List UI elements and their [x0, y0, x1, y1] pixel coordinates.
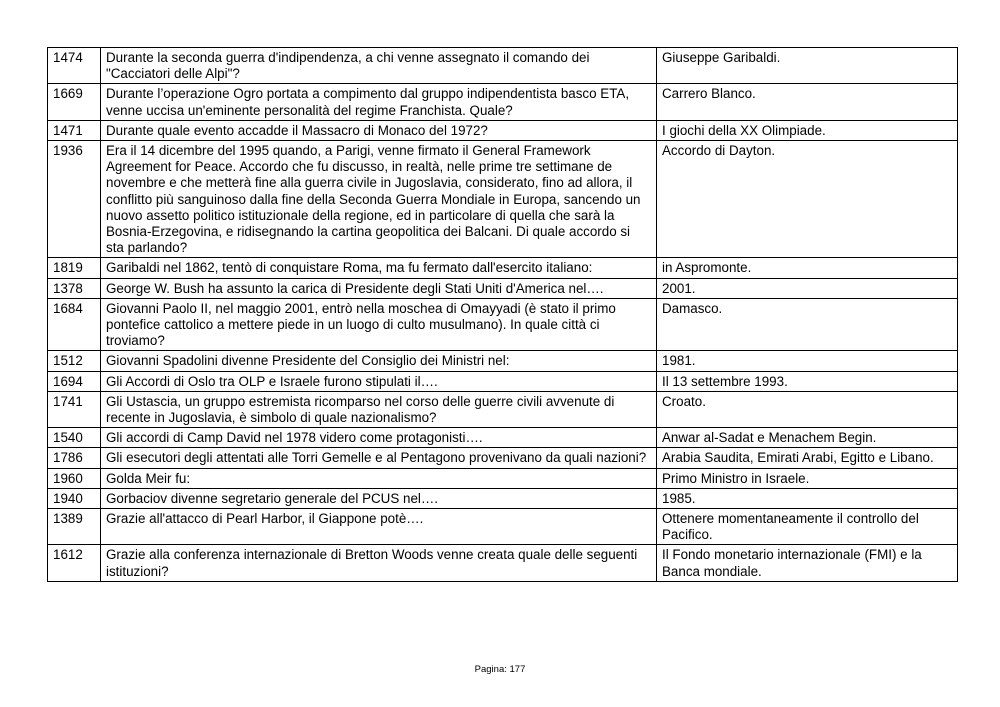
question-id: 1669: [48, 84, 101, 120]
question-text: Golda Meir fu:: [101, 468, 657, 488]
table-row: [48, 371, 958, 391]
question-id: 1960: [48, 468, 101, 488]
question-text: Gli Accordi di Oslo tra OLP e Israele furono stipulati il….: [101, 371, 657, 391]
answer-text: Damasco.: [657, 298, 958, 351]
table-row: [48, 509, 958, 545]
question-text: Gli Ustascia, un gruppo estremista ricomparso nel corso delle guerre civili avvenute di recente in Jugoslavia, è simbolo di quale nazionalismo?: [101, 391, 657, 427]
answer-text: I giochi della XX Olimpiade.: [657, 120, 958, 140]
question-id: 1694: [48, 371, 101, 391]
question-id: 1786: [48, 448, 101, 468]
table-row: [48, 120, 958, 140]
page-footer: [0, 664, 1000, 675]
question-text: Gli accordi di Camp David nel 1978 videro come protagonisti….: [101, 428, 657, 448]
question-id: 1540: [48, 428, 101, 448]
question-id: 1389: [48, 509, 101, 545]
answer-text: Il 13 settembre 1993.: [657, 371, 958, 391]
question-text: Durante l’operazione Ogro portata a compimento dal gruppo indipendentista basco ETA, venne uccisa un'eminente personalità del regime Franchista. Quale?: [101, 84, 657, 120]
question-text: Durante quale evento accadde il Massacro di Monaco del 1972?: [101, 120, 657, 140]
question-text: Durante la seconda guerra d'indipendenza, a chi venne assegnato il comando dei "Cacciatori delle Alpi"?: [101, 48, 657, 84]
table-row: [48, 48, 958, 84]
quiz-table: [47, 47, 958, 582]
question-text: Garibaldi nel 1862, tentò di conquistare Roma, ma fu fermato dall'esercito italiano:: [101, 258, 657, 278]
table-row: [48, 468, 958, 488]
table-row: [48, 351, 958, 371]
question-text: Era il 14 dicembre del 1995 quando, a Parigi, venne firmato il General Framework Agreement for Peace. Accordo che fu discusso, in realtà, nelle prime tre settimane de novembre e che metterà fine alla guerra civile in Jugoslavia, considerato, fino ad allora, il conflitto più sanguinoso dalla fine della Seconda Guerra Mondiale in Europa, sancendo un nuovo assetto politico istituzionale della regione, ed in particolare di quella che sarà la Bosnia-Erzegovina, e ridisegnando la cartina geopolitica dei Balcani. Di quale accordo si sta parlando?: [101, 141, 657, 258]
question-id: 1936: [48, 141, 101, 258]
table-row: [48, 448, 958, 468]
question-id: 1684: [48, 298, 101, 351]
answer-text: Il Fondo monetario internazionale (FMI) e la Banca mondiale.: [657, 545, 958, 581]
table-row: [48, 545, 958, 581]
question-text: Giovanni Spadolini divenne Presidente del Consiglio dei Ministri nel:: [101, 351, 657, 371]
table-row: [48, 278, 958, 298]
answer-text: Accordo di Dayton.: [657, 141, 958, 258]
table-row: [48, 428, 958, 448]
question-text: Gli esecutori degli attentati alle Torri Gemelle e al Pentagono provenivano da quali nazioni?: [101, 448, 657, 468]
table-row: [48, 298, 958, 351]
answer-text: Giuseppe Garibaldi.: [657, 48, 958, 84]
question-text: George W. Bush ha assunto la carica di Presidente degli Stati Uniti d'America nel….: [101, 278, 657, 298]
answer-text: Croato.: [657, 391, 958, 427]
answer-text: Primo Ministro in Israele.: [657, 468, 958, 488]
table-row: [48, 84, 958, 120]
table-row: [48, 391, 958, 427]
table-row: [48, 258, 958, 278]
question-id: 1378: [48, 278, 101, 298]
question-id: 1612: [48, 545, 101, 581]
answer-text: 1981.: [657, 351, 958, 371]
question-text: Giovanni Paolo II, nel maggio 2001, entrò nella moschea di Omayyadi (è stato il primo pontefice cattolico a mettere piede in un luogo di culto musulmano). In quale città ci troviamo?: [101, 298, 657, 351]
page-number: Pagina: 177: [474, 664, 526, 675]
question-text: Grazie alla conferenza internazionale di Bretton Woods venne creata quale delle seguenti istituzioni?: [101, 545, 657, 581]
question-id: 1741: [48, 391, 101, 427]
answer-text: Arabia Saudita, Emirati Arabi, Egitto e Libano.: [657, 448, 958, 468]
answer-text: Ottenere momentaneamente il controllo del Pacifico.: [657, 509, 958, 545]
table-row: [48, 488, 958, 508]
question-id: 1471: [48, 120, 101, 140]
answer-text: in Aspromonte.: [657, 258, 958, 278]
answer-text: Anwar al-Sadat e Menachem Begin.: [657, 428, 958, 448]
question-id: 1474: [48, 48, 101, 84]
question-id: 1512: [48, 351, 101, 371]
question-text: Gorbaciov divenne segretario generale del PCUS nel….: [101, 488, 657, 508]
answer-text: 2001.: [657, 278, 958, 298]
table-row: [48, 141, 958, 258]
answer-text: 1985.: [657, 488, 958, 508]
quiz-table-body: [48, 48, 958, 582]
question-id: 1819: [48, 258, 101, 278]
answer-text: Carrero Blanco.: [657, 84, 958, 120]
question-id: 1940: [48, 488, 101, 508]
question-text: Grazie all'attacco di Pearl Harbor, il Giappone potè….: [101, 509, 657, 545]
